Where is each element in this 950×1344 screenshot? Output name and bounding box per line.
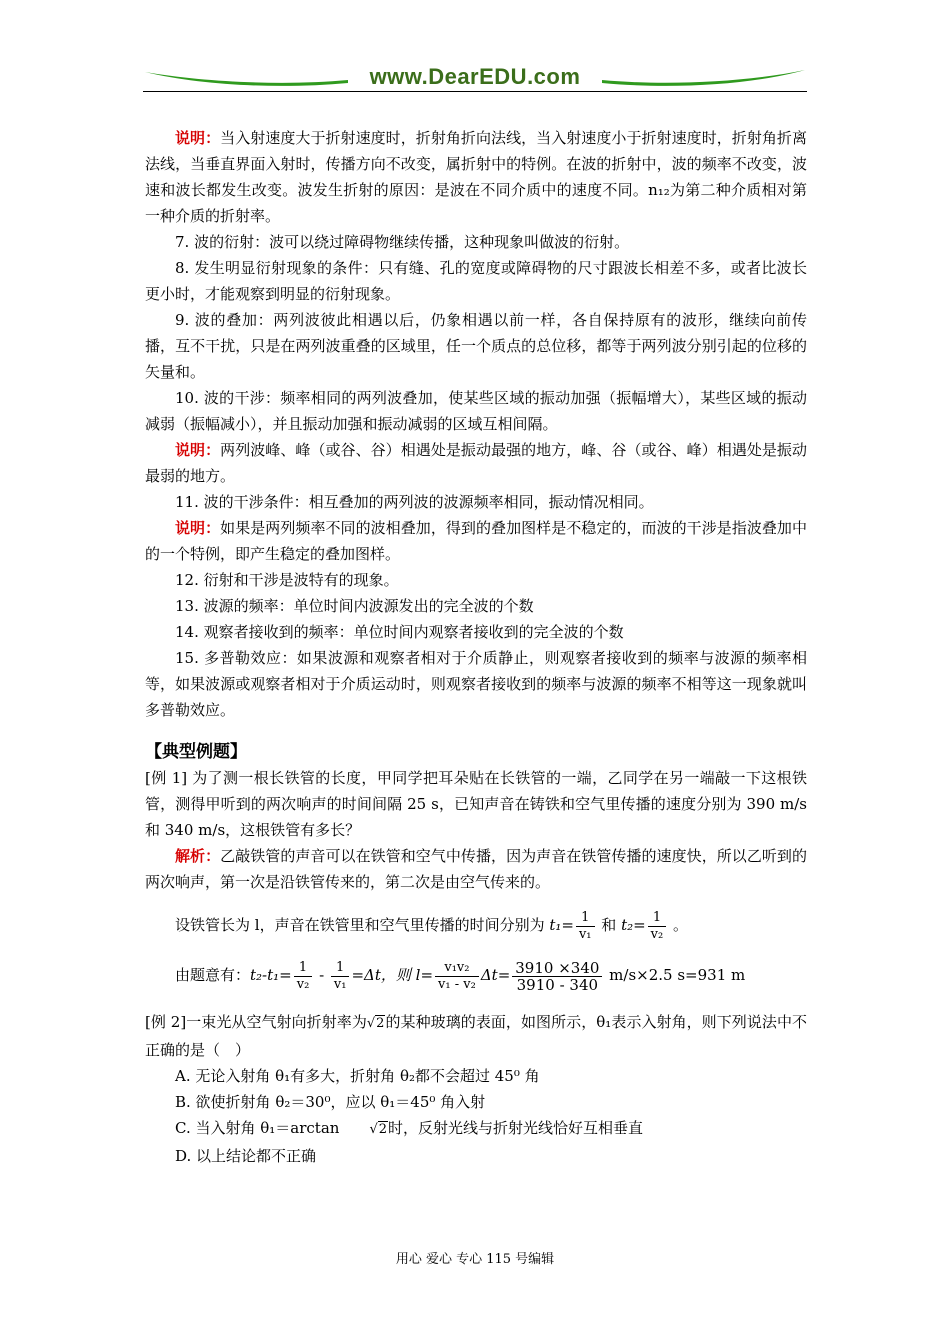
header-swoosh-right-icon — [597, 62, 807, 92]
sqrt-symbol: √2 — [369, 1122, 388, 1137]
note-label: 说明： — [175, 441, 221, 459]
site-logo-text: www.DearEDU.com — [369, 64, 581, 89]
option-a: A. 无论入射角 θ₁有多大，折射角 θ₂都不会超过 45⁰ 角 — [175, 1067, 540, 1085]
note-paragraph — [145, 437, 807, 489]
fraction: $\frac{1}{\text{v₁}}$ — [331, 960, 350, 993]
example-1-question: [例 1] 为了测一根长铁管的长度，甲同学把耳朵贴在长铁管的一端，乙同学在另一端敲一下这根铁管，测得甲听到的两次响声的时间间隔 25 s，已知声音在铸铁和空气里传播的速度分别为 390 m/s 和 340 m/s，这根铁管有多长？ — [145, 769, 807, 839]
solution-text: 乙敲铁管的声音可以在铁管和空气中传播，因为声音在铁管传播的速度快，所以乙听到的两次响声，第一次是沿铁管传来的，第二次是由空气传来的。 — [145, 847, 807, 891]
solution-label: 解析： — [175, 847, 221, 865]
item-14: 14. 观察者接收到的频率：单位时间内观察者接收到的完全波的个数 — [175, 623, 624, 641]
item-7: 7. 波的衍射：波可以绕过障碍物继续传播，这种现象叫做波的衍射。 — [175, 233, 630, 251]
option-c: C. 当入射角 θ₁＝arctan √2时，反射光线与折射光线恰好互相垂直 — [145, 1115, 807, 1143]
item-11: 11. 波的干涉条件：相互叠加的两列波的波源频率相同，振动情况相同。 — [175, 493, 654, 511]
sqrt-symbol: √2 — [366, 1016, 385, 1031]
page-header — [143, 62, 807, 98]
note-label: 说明： — [175, 519, 221, 537]
option-d: D. 以上结论都不正确 — [175, 1147, 317, 1165]
example-1-solution — [145, 843, 807, 895]
fraction: $\frac{1}{\text{v₁}}$ — [576, 910, 595, 943]
fraction: $\frac{1}{\text{v₂}}$ — [648, 910, 667, 943]
fraction: $\frac{3910 \times 340}{3910 - 340}$ — [512, 960, 602, 993]
item-10: 10. 波的干涉：频率相同的两列波叠加，使某些区域的振动加强（振幅增大），某些区域的振动减弱（振幅减小），并且振动加强和振动减弱的区域互相间隔。 — [145, 389, 807, 433]
item-13: 13. 波源的频率：单位时间内波源发出的完全波的个数 — [175, 597, 534, 615]
formula-times: 设铁管长为 l，声音在铁管里和空气里传播的时间分别为 t₁= $\frac{1}{\text{v₁}}$ 和 t₂= $\frac{1}{\text{v₂}}$ 。 — [175, 909, 689, 942]
page-footer: 用心 爱心 专心 115 号编辑 — [395, 1252, 555, 1267]
note-label: 说明： — [175, 129, 221, 147]
option-b: B. 欲使折射角 θ₂＝30⁰，应以 θ₁＝45⁰ 角入射 — [175, 1093, 486, 1111]
section-heading: 【典型例题】 — [145, 742, 247, 762]
note-paragraph — [145, 125, 807, 229]
document-body — [145, 125, 807, 1169]
header-rule — [143, 91, 807, 92]
item-15: 15. 多普勒效应：如果波源和观察者相对于介质静止，则观察者接收到的频率与波源的频率相等，如果波源或观察者相对于介质运动时，则观察者接收到的频率与波源的频率不相等这一现象就叫多普勒效应。 — [145, 649, 807, 719]
note-text: 两列波峰、峰（或谷、谷）相遇处是振动最强的地方，峰、谷（或谷、峰）相遇处是振动最弱的地方。 — [145, 441, 807, 485]
note-text: 如果是两列频率不同的波相叠加，得到的叠加图样是不稳定的，而波的干涉是指波叠加中的一个特例，即产生稳定的叠加图样。 — [145, 519, 807, 563]
fraction: $\frac{\text{v₁v₂}}{\text{v₁ - v₂}}$ — [435, 960, 479, 993]
note-text: 当入射速度大于折射速度时，折射角折向法线，当入射速度小于折射速度时，折射角折离法线，当垂直界面入射时，传播方向不改变，属折射中的特例。在波的折射中，波的频率不改变，波速和波长都发生改变。波发生折射的原因：是波在不同介质中的速度不同。n₁₂为第二种介质相对第一种介质的折射率。 — [145, 129, 807, 225]
example-2-question: [例 2]一束光从空气射向折射率为√2的某种玻璃的表面，如图所示，θ₁表示入射角，则下列说法中不正确的是（ ） — [145, 1013, 807, 1059]
fraction: $\frac{1}{\text{v₂}}$ — [294, 960, 313, 993]
item-9: 9. 波的叠加：两列波彼此相遇以后，仍象相遇以前一样，各自保持原有的波形，继续向前传播，互不干扰，只是在两列波重叠的区域里，任一个质点的总位移，都等于两列波分别引起的位移的矢量和。 — [145, 311, 807, 381]
item-12: 12. 衍射和干涉是波特有的现象。 — [175, 571, 399, 589]
formula-length: 由题意有：t₂-t₁= $\frac{1}{\text{v₂}}$ - $\frac{1}{\text{v₁}}$ =Δt，则 l= $\frac{\text{v₁v₂}}{\text{v₁ - v₂}}$ Δt= $\frac{3910 \times 340}{3910 - 340}$ m/s×2.5 s=931 m — [175, 958, 746, 994]
note-paragraph — [145, 515, 807, 567]
item-8: 8. 发生明显衍射现象的条件：只有缝、孔的宽度或障碍物的尺寸跟波长相差不多，或者比波长更小时，才能观察到明显的衍射现象。 — [145, 259, 807, 303]
